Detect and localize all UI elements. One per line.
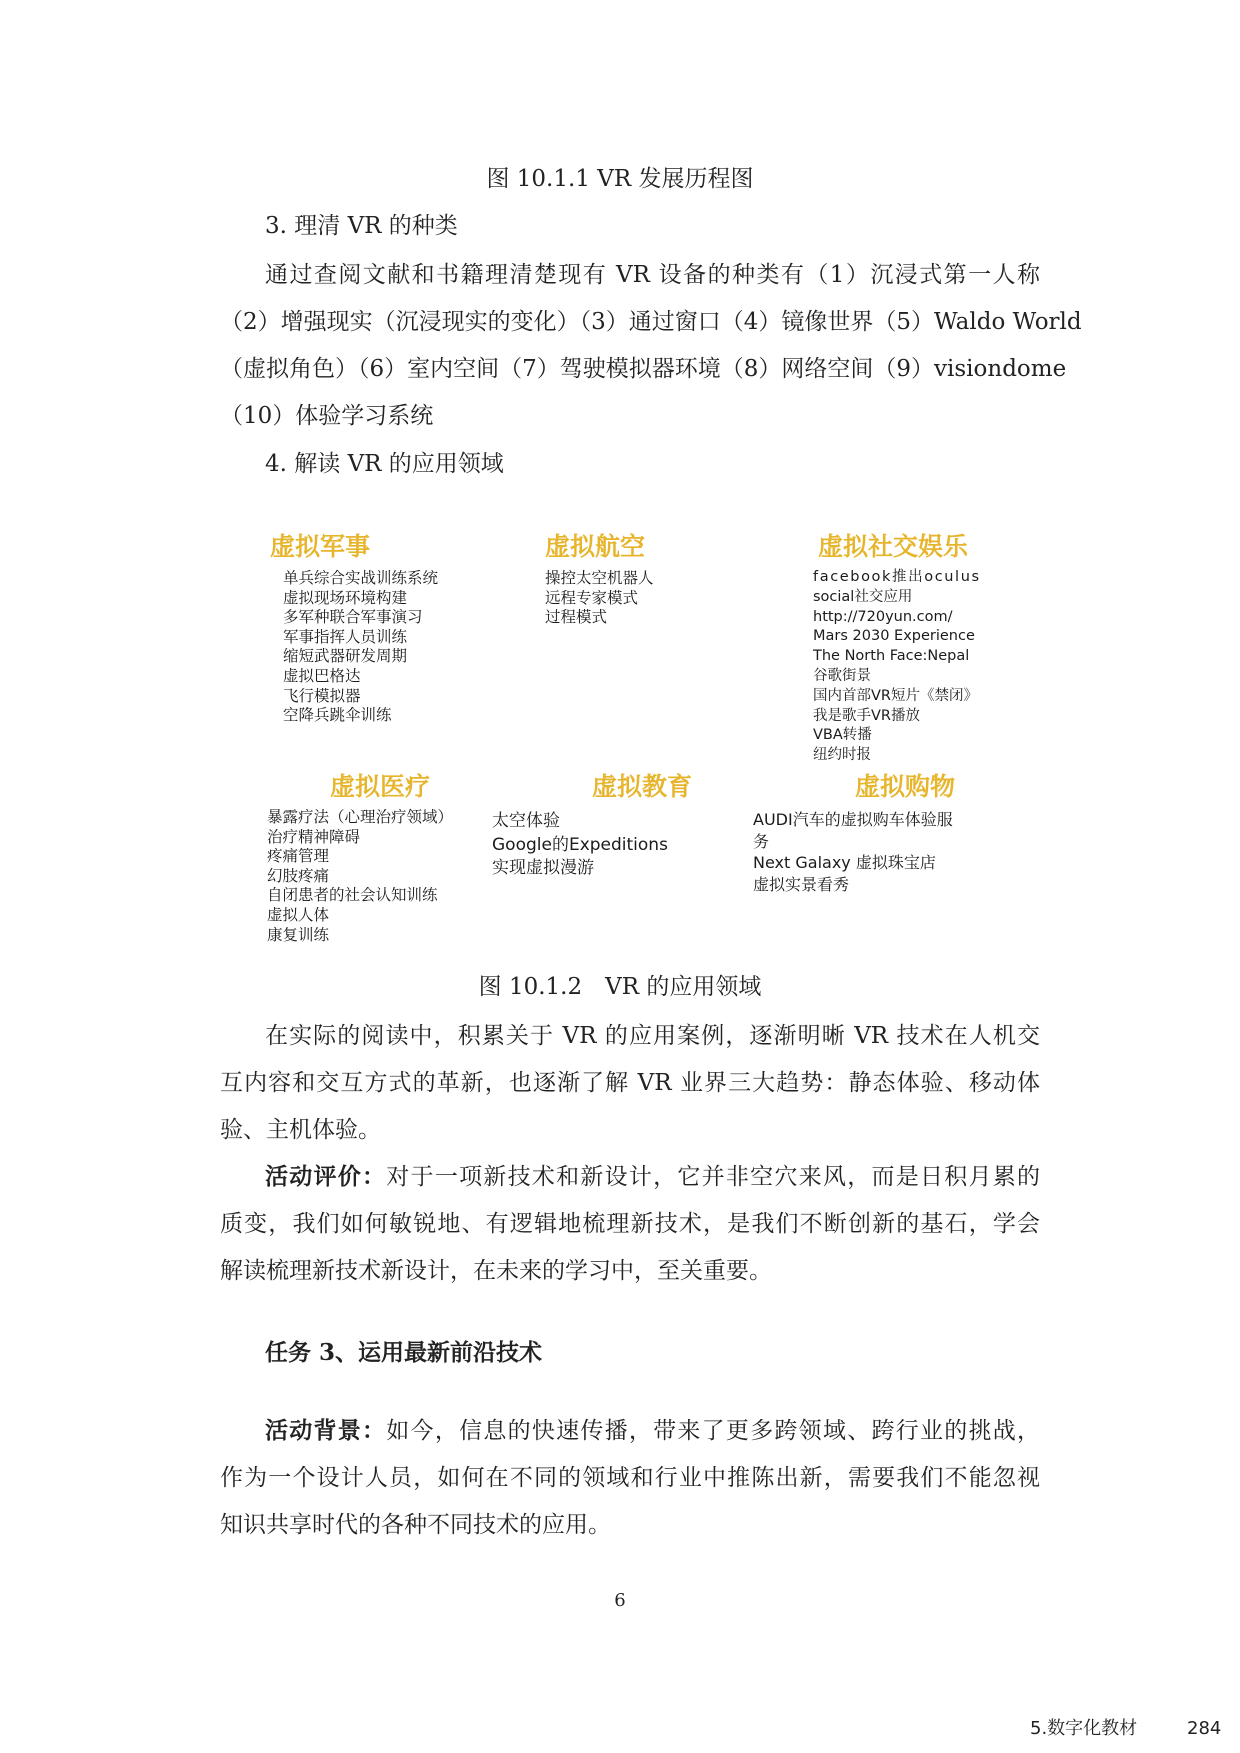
list-item: Mars 2030 Experience (813, 628, 975, 645)
list-item: 虚拟人体 (267, 905, 330, 924)
list-item: 空降兵跳伞训练 (283, 706, 392, 725)
paragraph-line (265, 1416, 1040, 1446)
list-item: 国内首部VR短片《禁闭》 (813, 687, 978, 704)
list-item: 操控太空机器人 (545, 569, 654, 587)
paragraph-line: 质变，我们如何敏锐地、有逻辑地梳理新技术，是我们不断创新的基石，学会 (220, 1211, 1040, 1237)
task-heading: 任务 3、运用最新前沿技术 (265, 1339, 543, 1366)
list-item: 太空体验 (492, 811, 560, 831)
list-item: Google的Expeditions (492, 834, 668, 855)
list-item: 我是歌手VR播放 (813, 707, 920, 724)
list-item: social社交应用 (813, 588, 913, 605)
list-item: facebook推出oculus (813, 569, 981, 585)
list-item: 缩短武器研发周期 (283, 647, 408, 666)
figure-caption-10-1-2: 图 10.1.2 VR 的应用领域 (478, 974, 762, 1000)
list-item: http://720yun.com/ (813, 608, 953, 625)
category-title-shopping: 虚拟购物 (855, 772, 956, 801)
category-list-aerospace (545, 569, 654, 628)
category-list-social (813, 568, 981, 766)
section-heading-vr-applications: 4. 解读 VR 的应用领域 (265, 451, 504, 477)
list-item: Next Galaxy 虚拟珠宝店 (753, 853, 936, 872)
list-item: VBA转播 (813, 727, 872, 744)
footer-page-number: 284 (1187, 1718, 1222, 1739)
evaluation-label: 活动评价： (265, 1163, 387, 1190)
list-item: 虚拟现场环境构建 (283, 588, 408, 607)
page-number: 6 (614, 1590, 626, 1611)
category-title-education: 虚拟教育 (592, 772, 693, 801)
category-title-aerospace: 虚拟航空 (545, 532, 646, 561)
paragraph-line: 知识共享时代的各种不同技术的应用。 (220, 1512, 611, 1538)
list-item: 实现虚拟漫游 (492, 858, 594, 879)
background-label: 活动背景： (265, 1417, 387, 1444)
section-heading-vr-types: 3. 理清 VR 的种类 (265, 213, 458, 239)
list-item: 单兵综合实战训练系统 (283, 569, 439, 587)
list-item: AUDI汽车的虚拟购车体验服 (753, 810, 953, 829)
footer-section-label: 5.数字化教材 (1030, 1718, 1138, 1739)
category-list-education (492, 810, 668, 881)
list-item: 远程专家模式 (545, 588, 639, 607)
paragraph-line: 作为一个设计人员，如何在不同的领域和行业中推陈出新，需要我们不能忽视 (220, 1465, 1040, 1491)
list-item: 幻肢疼痛 (267, 866, 330, 885)
paragraph-line: （10）体验学习系统 (220, 403, 434, 429)
list-item: 飞行模拟器 (283, 686, 361, 705)
category-title-medical: 虚拟医疗 (330, 772, 431, 801)
paragraph-line: （2）增强现实（沉浸现实的变化）（3）通过窗口（4）镜像世界（5）Waldo World (220, 309, 1082, 335)
list-item: 治疗精神障碍 (267, 827, 361, 846)
background-text: 如今，信息的快速传播，带来了更多跨领域、跨行业的挑战， (386, 1418, 1041, 1444)
paragraph-line: 验、主机体验。 (220, 1117, 381, 1143)
figure-caption-10-1-1: 图 10.1.1 VR 发展历程图 (486, 166, 754, 192)
category-list-military (283, 569, 438, 726)
category-list-shopping (753, 809, 953, 895)
list-item: 军事指挥人员训练 (283, 627, 408, 646)
paragraph-line: 通过查阅文献和书籍理清楚现有 VR 设备的种类有（1）沉浸式第一人称 (265, 262, 1040, 288)
list-item: 虚拟实景看秀 (753, 874, 850, 894)
paragraph-line: 解读梳理新技术新设计，在未来的学习中，至关重要。 (220, 1258, 772, 1284)
list-item: 多军种联合军事演习 (283, 608, 423, 627)
paragraph-line: 互内容和交互方式的革新，也逐渐了解 VR 业界三大趋势：静态体验、移动体 (220, 1070, 1040, 1096)
list-item: 虚拟巴格达 (283, 666, 361, 685)
list-item: 暴露疗法（心理治疗领域） (267, 808, 454, 826)
category-list-medical (267, 808, 453, 945)
list-item: 务 (753, 831, 770, 851)
list-item: 谷歌街景 (813, 667, 871, 684)
paragraph-line: 在实际的阅读中，积累关于 VR 的应用案例，逐渐明晰 VR 技术在人机交 (265, 1023, 1040, 1049)
list-item: The North Face:Nepal (813, 648, 970, 665)
list-item: 自闭患者的社会认知训练 (267, 886, 438, 905)
list-item: 纽约时报 (813, 747, 871, 764)
evaluation-text: 对于一项新技术和新设计，它并非空穴来风，而是日积月累的 (386, 1164, 1041, 1190)
list-item: 康复训练 (267, 925, 330, 944)
list-item: 过程模式 (545, 608, 608, 627)
paragraph-line: （虚拟角色）（6）室内空间（7）驾驶模拟器环境（8）网络空间（9）visiondome (220, 356, 1067, 382)
category-title-social: 虚拟社交娱乐 (818, 532, 969, 561)
paragraph-line (265, 1162, 1040, 1192)
category-title-military: 虚拟军事 (270, 532, 371, 561)
list-item: 疼痛管理 (267, 847, 330, 866)
